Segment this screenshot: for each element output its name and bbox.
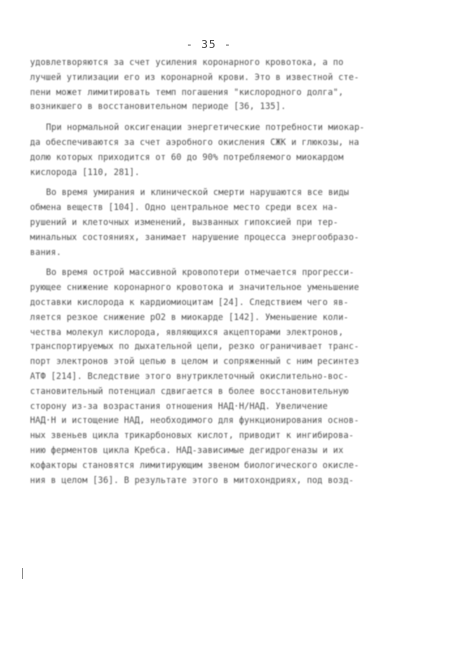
text-line: Во время умирания и клинической смерти нарушаются все виды [46,188,349,199]
paragraph [30,266,428,488]
text-line: становительный потенциал сдвигается в более восстановительную [30,386,349,397]
text-line: лучшей утилизации его из коронарной крови. Это в известной сте- [30,72,360,83]
text-line: АТФ [214]. Вследствие этого внутриклеточный окислительно-вос- [30,371,349,382]
text-line: НАД·Н и истощение НАД, необходимого для функционирования основ- [30,416,360,427]
text-line: ных звеньев цикла трикарбоновых кислот, приводит к ингибирова- [30,431,354,442]
body-text [30,56,428,488]
text-line: возникшего в восстановительном периоде [36, 135]. [30,102,286,113]
margin-mark [22,568,23,579]
text-line: ляется резкое снижение pO2 в миокарде [142]. Уменьшение коли- [30,312,349,323]
text-line: пени может лимитировать темп погашения "кислородного долга", [30,87,344,98]
text-line: При нормальной оксигенации энергетические потребности миокар- [46,123,365,134]
text-line: вания. [30,247,62,258]
text-line: порт электронов этой цепью в целом и сопряженный с ним ресинтез [30,357,360,368]
text-line: рушений и клеточных изменений, вызванных гипоксией при тер- [30,217,339,228]
page-number: - 35 - [186,38,232,51]
text-line: транспортируемых по дыхательной цепи, резко ограничивает транс- [30,342,360,353]
text-line: долю которых приходится от 60 до 90% потребляемого миокардом [30,152,344,163]
text-line: ния в целом [36]. В результате этого в митохондриях, под возд- [30,475,354,486]
text-line: чества молекул кислорода, являющихся акцепторами электронов, [30,327,344,338]
text-line: минальных состояниях, занимает нарушение процесса энергообразо- [30,232,360,243]
text-line: доставки кислорода к кардиомиоцитам [24]. Следствием чего яв- [30,297,349,308]
text-line: сторону из-за возрастания отношения НАД·Н/НАД. Увеличение [30,401,328,412]
text-line: да обеспечиваются за счет аэробного окисления СЖК и глюкозы, на [30,137,360,148]
text-line: кофакторы становятся лимитирующим звеном биологического окисле- [30,460,360,471]
text-line: нию ферментов цикла Кребса. НАД-зависимые дегидрогеназы и их [30,445,344,456]
paragraph [30,186,428,260]
text-line: кислорода [110, 281]. [30,167,140,178]
text-line: Во время острой массивной кровопотери отмечается прогресси- [46,268,355,279]
text-line: удовлетворяются за счет усиления коронарного кровотока, а по [30,58,344,68]
paragraph [30,121,428,180]
text-line: рующее снижение коронарного кровотока и значительное уменьшение [30,283,360,294]
paragraph [30,56,428,115]
text-line: обмена веществ [104]. Одно центральное место среди всех на- [30,203,339,214]
